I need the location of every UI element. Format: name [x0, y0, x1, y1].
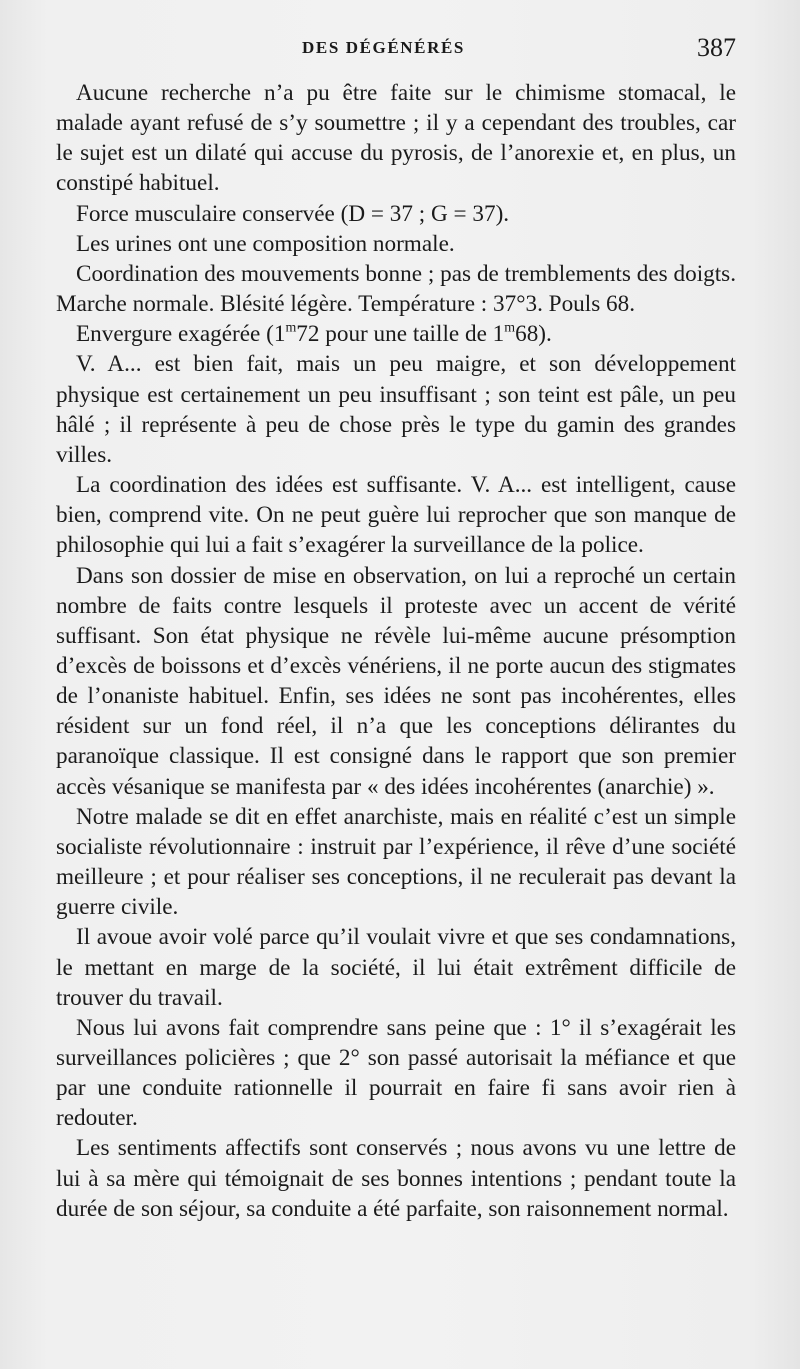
paragraph: Coordination des mouvements bonne ; pas de tremblements des doigts. Marche normale. Blésité légère. Température : 37°3. Pouls 68.: [56, 260, 736, 318]
paragraph: Il avoue avoir volé parce qu’il voulait vivre et que ses condamnations, le mettant en marge de la société, il lui était extrêment difficile de trouver du travail.: [56, 924, 736, 1011]
paragraph: Dans son dossier de mise en observation, on lui a reproché un certain nombre de faits contre lesquels il proteste avec un accent de vérité suffisant. Son état physique ne révèle lui-même aucune présomption d’excès de boissons et d’excès vénériens, il ne porte aucun des stigmates de l’onaniste habituel. Enfin, ses idées ne sont pas incohérentes, elles résident sur un fond réel, il n’a que les conceptions délirantes du paranoïque classique. Il est consigné dans le rapport que son premier accès vésanique se manifesta par « des idées incohérentes (anarchie) ».: [56, 562, 736, 800]
page-header: [0, 33, 800, 68]
paragraph: Notre malade se dit en effet anarchiste, mais en réalité c’est un simple socialiste révolutionnaire : instruit par l’expérience, il rêve d’une société meilleure ; et pour réaliser ses conceptions, il ne reculerait pas devant la guerre civile.: [56, 803, 736, 921]
paragraph: La coordination des idées est suffisante. V. A... est intelligent, cause bien, comprend vite. On ne peut guère lui reprocher que son manque de philosophie qui lui a fait s’exagérer la surveillance de la police.: [56, 472, 736, 559]
paragraph: V. A... est bien fait, mais un peu maigre, et son développement physique est certainement un peu insuffisant ; son teint est pâle, un peu hâlé ; il représente à peu de chose près le type du gamin des grandes villes.: [56, 351, 736, 468]
paragraph: Envergure exagérée (1$^m$72 pour une taille de 1$^m$68).: [76, 320, 552, 348]
paragraph: Les sentiments affectifs sont conservés ; nous avons vu une lettre de lui à sa mère qui témoignait de ses bonnes intentions ; pendant toute la durée de son séjour, sa conduite a été parfaite, son raisonnement normal.: [56, 1135, 736, 1222]
paragraph: Nous lui avons fait comprendre sans peine que : 1° il s’exagérait les surveillances policières ; que 2° son passé autorisait la méfiance et que par une conduite rationnelle il pourrait en faire fi sans avoir rien à redouter.: [56, 1014, 736, 1132]
page-number: 387: [697, 33, 736, 62]
paragraph: Les urines ont une composition normale.: [76, 230, 455, 257]
paragraph: Aucune recherche n’a pu être faite sur le chimisme stomacal, le malade ayant refusé de s’y soumettre ; il y a cependant des troubles, car le sujet est un dilaté qui accuse du pyrosis, de l’anorexie et, en plus, un constipé habituel.: [56, 80, 736, 197]
running-title: DES DÉGÉNÉRÉS: [302, 38, 465, 57]
body-text: [56, 78, 736, 1224]
paragraph: Force musculaire conservée (D = 37 ; G = 37).: [76, 200, 510, 227]
